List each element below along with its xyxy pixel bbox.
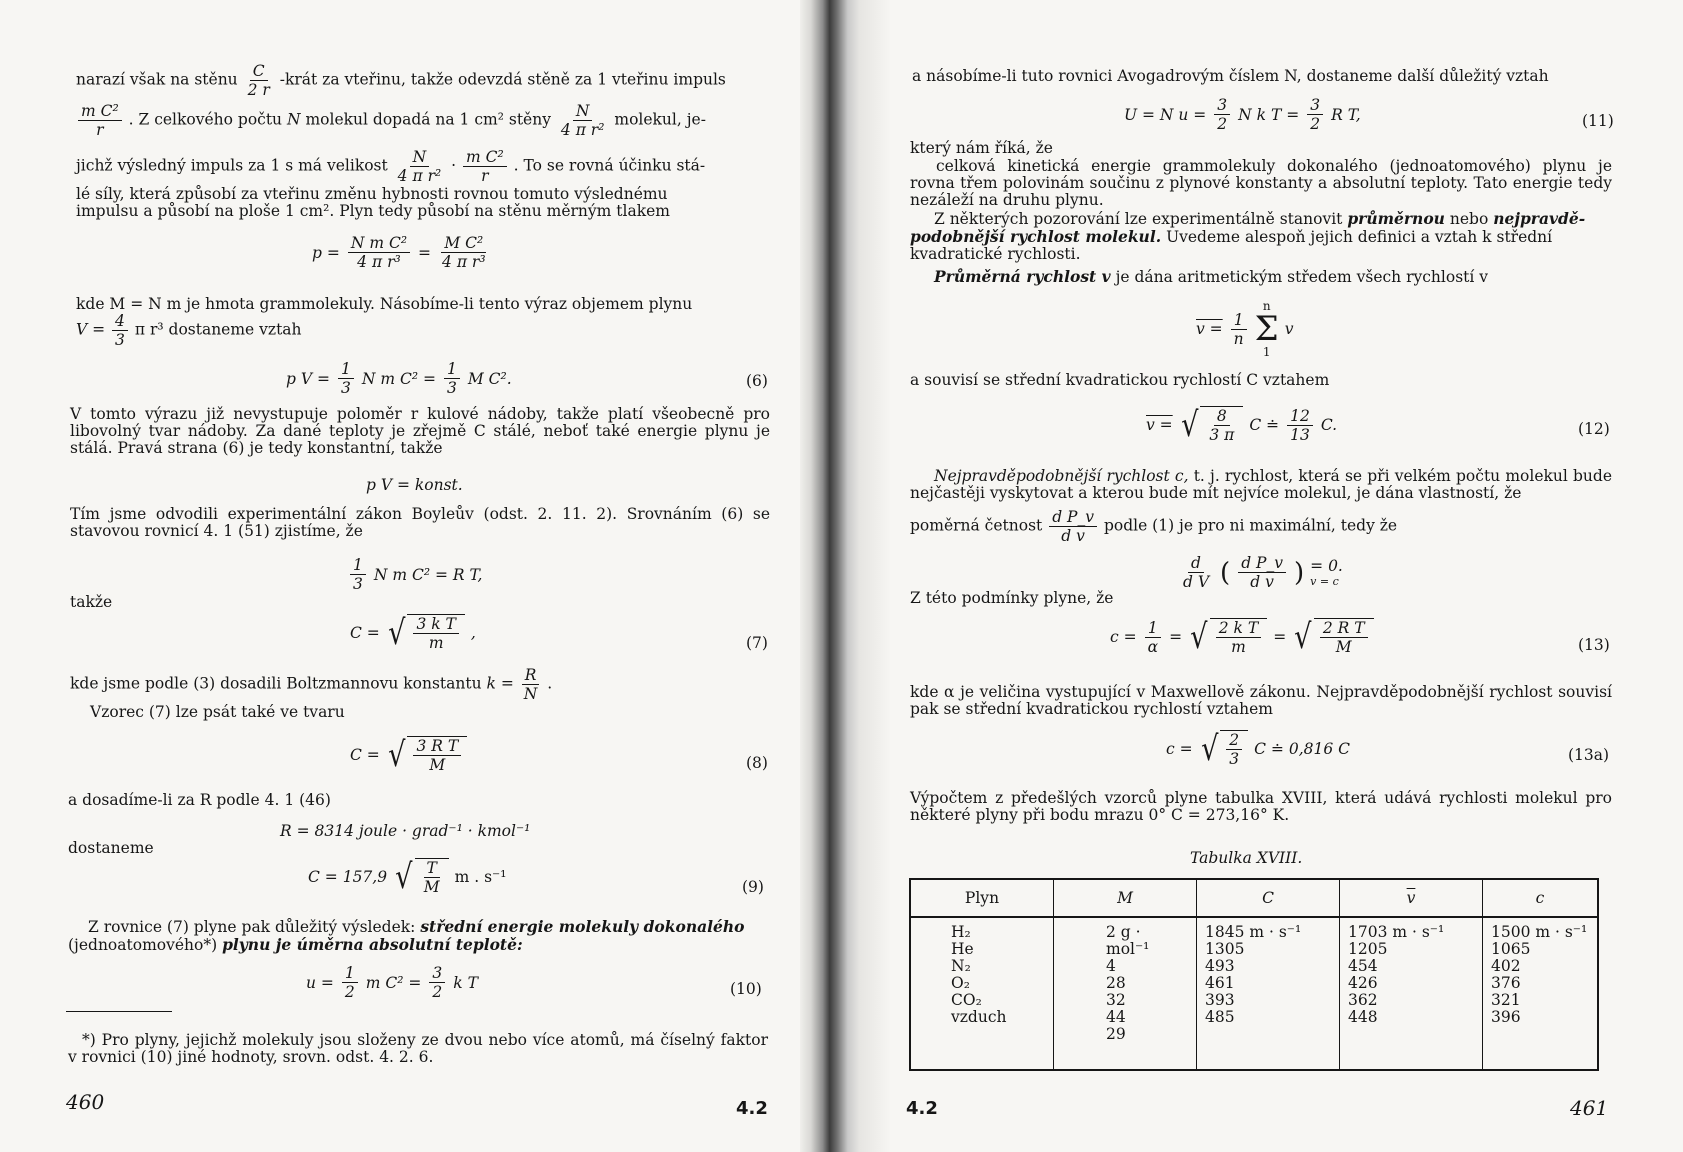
equation-pv-const: p V = konst. bbox=[366, 476, 463, 494]
equation-6: p V = $\frac{1}{3}$ N m C² = $\frac{1}{3}$ M C². bbox=[286, 360, 512, 397]
equation-13a: c = √ $\frac{2}{3}$ C ≐ 0,816 C bbox=[1166, 729, 1351, 769]
right-line-prumerna: Průměrná rychlost v je dána aritmetickým středem všech rychlostí v bbox=[934, 267, 1489, 286]
table-header-row bbox=[910, 879, 1598, 917]
equation-number-13a: (13a) bbox=[1568, 746, 1610, 764]
left-line-dosadime: a dosadíme-li za R podle 4. 1 (46) bbox=[68, 791, 331, 809]
left-line-4: lé síly, která způsobí za vteřinu změnu hybnosti rovnou tomuto výslednému bbox=[76, 185, 668, 203]
left-line-result: Z rovnice (7) plyne pak důležitý výsledek: střední energie molekuly dokonalého bbox=[88, 917, 745, 936]
right-paragraph-maxwell: kde α je veličina vystupující v Maxwellově zákonu. Nejpravděpodobnější rychlost souvisí pak se střední kvadratickou rychlostí vztahem bbox=[910, 683, 1612, 718]
footnote-rule bbox=[66, 1011, 172, 1012]
left-line-boltzmann: kde jsme podle (3) dosadili Boltzmannovu konstantu k = $\frac{R}{N}$ . bbox=[70, 666, 553, 703]
equation-number-9: (9) bbox=[742, 878, 764, 896]
page-number-461: 461 bbox=[1570, 1096, 1609, 1120]
right-line-souvisi: a souvisí se střední kvadratickou rychlostí C vztahem bbox=[910, 371, 1330, 389]
right-line-pozorovani-2: podobnější rychlost molekul. Uvedeme alespoň jejich definici a vztah k střední bbox=[910, 227, 1553, 246]
sum-symbol: n Σ 1 bbox=[1254, 299, 1279, 359]
left-line-result-2: (jednoatomového*) plynu je úměrna absolutní teplotě: bbox=[68, 935, 523, 954]
takze-label: takže bbox=[70, 593, 113, 611]
equation-gas-constant: R = 8314 joule · grad⁻¹ · kmol⁻¹ bbox=[280, 822, 531, 840]
page-number-460: 460 bbox=[66, 1090, 105, 1114]
equation-mean-speed: v = $\frac{1}{n}$ n Σ 1 v bbox=[1196, 299, 1294, 359]
table-body-row bbox=[910, 917, 1598, 1070]
left-line-6: kde M = N m je hmota grammolekuly. Násobíme-li tento výraz objemem plynu bbox=[76, 295, 693, 313]
equation-number-11: (11) bbox=[1582, 112, 1614, 130]
equation-13: c = $\frac{1}{\alpha}$ = √ $\frac{\text{2 k T}}{m}$ = √ $\frac{\text{2 R T}}{M}$ bbox=[1110, 618, 1374, 656]
left-line-2: $\frac{\text{m C²}}{r}$ . Z celkového počtu N molekul dopadá na 1 cm² stěny $\frac{N}{\text{4 π r²}}$ molekul, je- bbox=[76, 102, 706, 139]
col-header-vbar: $\overline{v}$ bbox=[1340, 879, 1483, 917]
left-paragraph-radius: V tomto výrazu již nevystupuje poloměr r kulové nádoby, takže platí všeobecně pro libovolný tvar nádoby. Za dané teploty je zřejmě C stálé, neboť také energie plynu je stálá. Pravá strana (6) je tedy konstantní, takže bbox=[70, 405, 770, 457]
col-header-C: C bbox=[1197, 879, 1340, 917]
equation-7: C = √ $\frac{\text{3 k T}}{m}$ , bbox=[350, 613, 476, 653]
dostaneme-label: dostaneme bbox=[68, 839, 154, 857]
equation-9: C = 157,9 √ $\frac{T}{M}$ m . s⁻¹ bbox=[308, 857, 507, 897]
equation-number-10: (10) bbox=[730, 980, 762, 998]
col-header-c: c bbox=[1483, 879, 1599, 917]
equation-nmc-rt: $\frac{1}{3}$ N m C² = R T, bbox=[348, 556, 483, 593]
footnote: *) Pro plyny, jejichž molekuly jsou složeny ze dvou nebo více atomů, má číselný faktor v rovnici (10) jiné hodnoty, srovn. odst. 4. 2. 6. bbox=[68, 1031, 768, 1066]
left-line-1: narazí však na stěnu $\frac{C}{2 r}$ -krát za vteřinu, takže odevzdá stěně za 1 vteřinu impuls bbox=[76, 62, 726, 99]
equation-number-12: (12) bbox=[1578, 420, 1610, 438]
left-line-3: jichž výsledný impuls za 1 s má velikost $\frac{N}{\text{4 π r²}}$ · $\frac{\text{m C²}}{r}$ . To se rovná účinku stá- bbox=[76, 148, 706, 185]
right-line-1: a násobíme-li tuto rovnici Avogadrovým číslem N, dostaneme další důležitý vztah bbox=[912, 67, 1549, 85]
left-paragraph-boyle: Tím jsme odvodili experimentální zákon Boyleův (odst. 2. 11. 2). Srovnáním (6) se stavovou rovnicí 4. 1 (51) zjistíme, že bbox=[70, 505, 770, 540]
col-header-plyn: Plyn bbox=[910, 879, 1054, 917]
col-gases: H₂ He N₂ O₂ CO₂ vzduch bbox=[951, 923, 1007, 1026]
col-most-probable-speed: 1500 m · s⁻¹ 1065 402 376 321 396 bbox=[1483, 917, 1599, 1070]
fraction-c-2r: $\frac{C}{2 r}$ bbox=[247, 62, 270, 99]
right-line-pozorovani: Z některých pozorování lze experimentálně stanovit průměrnou nebo nejpravdě- bbox=[934, 209, 1586, 228]
equation-max-condition: $\frac{d}{\text{d V}}$ ( $\frac{\text{d P\_v}}{\text{d v}}$ ) = 0. v = c bbox=[1183, 554, 1343, 591]
left-line-vzorec: Vzorec (7) lze psát také ve tvaru bbox=[90, 703, 345, 721]
equation-number-7: (7) bbox=[746, 634, 768, 652]
right-line-ktery: který nám říká, že bbox=[910, 139, 1053, 157]
table-title: Tabulka XVIII. bbox=[1190, 849, 1303, 867]
equation-12: v = √ $\frac{8}{3 \pi}$ C ≐ $\frac{12}{13}$ C. bbox=[1146, 405, 1338, 445]
col-header-M: M bbox=[1054, 879, 1197, 917]
section-number-right: 4.2 bbox=[906, 1098, 938, 1119]
left-line-7: V = $\frac{4}{3}$ π r³ dostaneme vztah bbox=[76, 312, 302, 349]
equation-number-8: (8) bbox=[746, 754, 768, 772]
right-paragraph-table-intro: Výpočtem z předešlých vzorců plyne tabulka XVIII, která udává rychlosti molekul pro některé plyny při bodu mrazu 0° C = 273,16° K. bbox=[910, 789, 1612, 824]
col-rms-speed: 1845 m · s⁻¹ 1305 493 461 393 485 bbox=[1197, 917, 1340, 1070]
right-paragraph-energy: celková kinetická energie grammolekuly dokonalého (jednoatomového) plynu je rovna třem polovinám součinu z plynové konstanty a absolutní teploty. Tato energie tedy nezáleží na druhu plynu. bbox=[910, 157, 1612, 209]
equation-number-13: (13) bbox=[1578, 636, 1610, 654]
col-mean-speed: 1703 m · s⁻¹ 1205 454 426 362 448 bbox=[1340, 917, 1483, 1070]
equation-number-6: (6) bbox=[746, 372, 768, 390]
book-gutter bbox=[800, 0, 890, 1152]
equation-11: U = N u = $\frac{3}{2}$ N k T = $\frac{3}{2}$ R T, bbox=[1124, 96, 1361, 133]
right-line-pozorovani-3: kvadratické rychlosti. bbox=[910, 245, 1081, 263]
equation-10: u = $\frac{1}{2}$ m C² = $\frac{3}{2}$ k T bbox=[306, 964, 478, 1001]
right-paragraph-most-probable: Nejpravděpodobnější rychlost c, t. j. rychlost, která se při velkém počtu molekul bude nejčastěji vyskytovat a kterou bude mít nejvíce molekul, je dána vlastností, že bbox=[910, 467, 1612, 502]
equation-pressure: p = $\frac{\text{N m C²}}{\text{4 π r³}}$ = $\frac{\text{M C²}}{\text{4 π r³}}$ bbox=[312, 234, 486, 271]
section-number-left: 4.2 bbox=[736, 1098, 768, 1119]
col-molar-mass: 2 g · mol⁻¹ 4 28 32 44 29 bbox=[1054, 917, 1197, 1070]
equation-8: C = √ $\frac{\text{3 R T}}{M}$ bbox=[350, 736, 467, 774]
table-xviii bbox=[909, 878, 1599, 1071]
right-line-cetnost: poměrná četnost $\frac{\text{d P\_v}}{\text{d v}}$ podle (1) je pro ni maximální, tedy že bbox=[910, 508, 1398, 545]
left-line-5: impulsu a působí na ploše 1 cm². Plyn tedy působí na stěnu měrným tlakem bbox=[76, 202, 670, 220]
right-line-podminky: Z této podmínky plyne, že bbox=[910, 589, 1114, 607]
